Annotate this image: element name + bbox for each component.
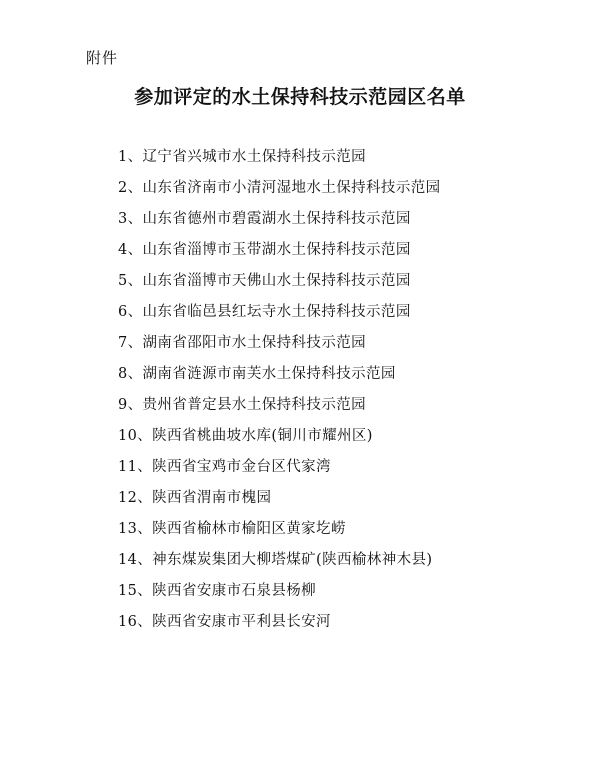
document-title: 参加评定的水土保持科技示范园区名单 [134,86,466,108]
list-item: 11、陕西省宝鸡市金台区代家湾 [118,459,331,475]
list-item: 15、陕西省安康市石泉县杨柳 [118,583,317,599]
list-item: 4、山东省淄博市玉带湖水土保持科技示范园 [118,242,411,258]
list-item: 5、山东省淄博市天佛山水土保持科技示范园 [118,273,411,289]
list-item: 1、辽宁省兴城市水土保持科技示范园 [118,149,367,165]
list-item: 8、湖南省涟源市南芙水土保持科技示范园 [118,366,396,382]
list-item: 12、陕西省渭南市槐园 [118,490,272,506]
list-item: 14、神东煤炭集团大柳塔煤矿(陕西榆林神木县) [118,552,433,568]
list-item: 13、陕西省榆林市榆阳区黄家圪崂 [118,521,346,537]
list-item: 9、贵州省普定县水土保持科技示范园 [118,397,367,413]
list-item: 16、陕西省安康市平利县长安河 [118,614,331,630]
park-list [118,147,441,643]
list-item: 7、湖南省邵阳市水土保持科技示范园 [118,335,367,351]
list-item: 3、山东省德州市碧霞湖水土保持科技示范园 [118,211,411,227]
list-item: 2、山东省济南市小清河湿地水土保持科技示范园 [118,180,441,196]
attachment-label: 附件 [86,49,119,67]
list-item: 6、山东省临邑县红坛寺水土保持科技示范园 [118,304,411,320]
list-item: 10、陕西省桃曲坡水库(铜川市耀州区) [118,428,373,444]
